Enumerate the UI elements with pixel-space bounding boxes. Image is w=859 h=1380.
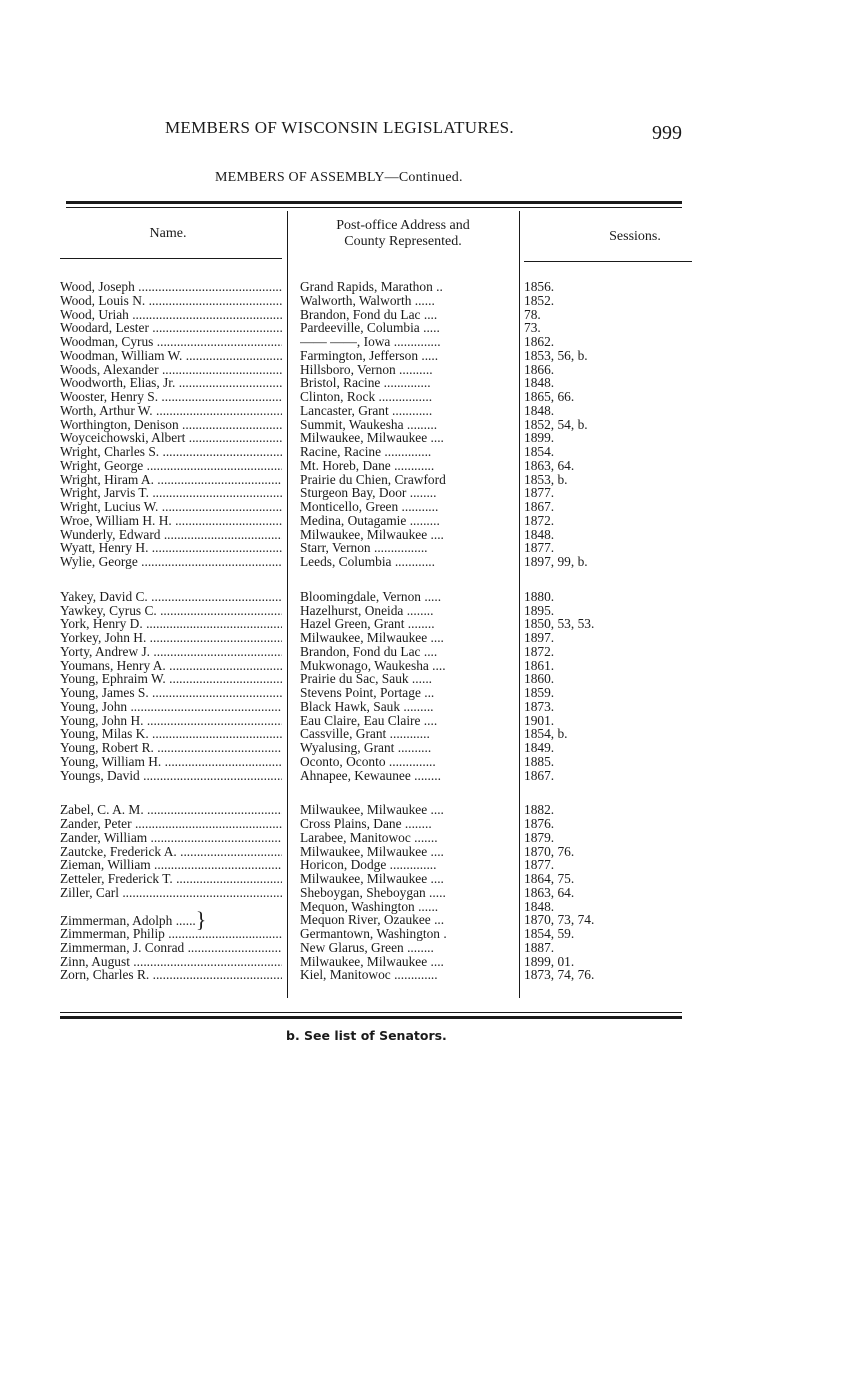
table-row <box>0 349 859 363</box>
member-address: Farmington, Jefferson ..... <box>300 348 439 363</box>
member-address: Milwaukee, Milwaukee .... <box>300 844 444 859</box>
member-name: Wright, Lucius W. ..... <box>60 500 282 514</box>
member-sessions: 1876. <box>524 817 555 831</box>
member-address: Pardeeville, Columbia ..... <box>300 321 440 336</box>
member-name: Woodman, William W. ..... <box>60 349 282 363</box>
member-sessions: 1895. <box>524 603 555 618</box>
member-address: Cassville, Grant ............ <box>300 727 430 742</box>
member-address: Eau Claire, Eau Claire .... <box>300 713 438 728</box>
member-sessions: 1867. <box>524 500 555 514</box>
table-row <box>0 900 859 914</box>
member-address: Milwaukee, Milwaukee .... <box>300 527 444 542</box>
member-sessions: 1870, 73, 74. <box>524 913 595 928</box>
member-name: Wunderly, Edward ..... <box>60 528 282 542</box>
member-address: Mequon River, Ozaukee ... <box>300 913 445 928</box>
table-row <box>0 831 859 845</box>
table-row <box>0 321 859 335</box>
table-row <box>0 872 859 886</box>
member-sessions: 1866. <box>524 362 555 377</box>
section-subtitle: MEMBERS OF ASSEMBLY—Continued. <box>215 170 463 185</box>
member-name: Zander, Peter ..... <box>60 817 282 831</box>
member-name: Zautcke, Frederick A. ..... <box>60 845 282 859</box>
member-sessions: 1899, 01. <box>524 954 575 969</box>
member-address: Sturgeon Bay, Door ........ <box>300 486 437 501</box>
member-sessions: 1897, 99, b. <box>524 555 588 569</box>
member-name: Wylie, George ..... <box>60 555 282 569</box>
member-sessions: 1853, 56, b. <box>524 348 588 363</box>
table-row <box>0 769 859 783</box>
table-row <box>0 555 859 569</box>
member-sessions: 1880. <box>524 589 555 604</box>
member-sessions: 1862. <box>524 335 555 349</box>
member-sessions: 1852, 54, b. <box>524 417 588 432</box>
member-name: Young, Ephraim W. ..... <box>60 672 282 686</box>
member-address: Cross Plains, Dane ........ <box>300 817 432 831</box>
table-row <box>0 514 859 528</box>
member-name: Yorkey, John H. ..... <box>60 631 282 645</box>
table-row <box>0 700 859 714</box>
member-name: Worth, Arthur W. ..... <box>60 404 282 418</box>
table-row <box>0 672 859 686</box>
table-row <box>0 431 859 445</box>
member-sessions: 1877. <box>524 541 555 556</box>
member-name: Zinn, August ..... <box>60 955 282 969</box>
member-name: Zabel, C. A. M. ..... <box>60 803 282 817</box>
member-address: Brandon, Fond du Lac .... <box>300 644 438 659</box>
member-address: Bloomingdale, Vernon ..... <box>300 589 442 604</box>
member-sessions: 78. <box>524 307 541 322</box>
member-address: Brandon, Fond du Lac .... <box>300 307 438 322</box>
brace-glyph: } <box>195 907 207 932</box>
member-sessions: 1860. <box>524 672 555 687</box>
member-address: Black Hawk, Sauk ......... <box>300 699 434 714</box>
member-address: Lancaster, Grant ............ <box>300 403 433 418</box>
member-name: Zimmerman, J. Conrad ..... <box>60 941 282 955</box>
member-name: York, Henry D. ..... <box>60 617 282 631</box>
member-address: Clinton, Rock ................ <box>300 390 433 404</box>
member-address: Milwaukee, Milwaukee .... <box>300 872 444 886</box>
table-row <box>0 617 859 631</box>
member-sessions: 1856. <box>524 280 555 294</box>
table-row <box>0 727 859 741</box>
member-sessions: 1870, 76. <box>524 844 575 859</box>
member-name: Wood, Louis N. ..... <box>60 294 282 308</box>
member-name: Woyceichowski, Albert ..... <box>60 431 282 445</box>
member-name: Young, Robert R. ..... <box>60 741 282 755</box>
member-sessions: 1861. <box>524 658 555 673</box>
column-header-address <box>292 218 514 250</box>
member-name: Zetteler, Frederick T. ..... <box>60 872 282 886</box>
member-name: Youmans, Henry A. ..... <box>60 659 282 673</box>
table-row <box>0 541 859 555</box>
member-address: Larabee, Manitowoc ....... <box>300 830 438 845</box>
table-row <box>0 418 859 432</box>
bottom-rule-thin <box>60 1012 682 1013</box>
member-address: Monticello, Green ........... <box>300 500 439 514</box>
member-name: Young, Milas K. ..... <box>60 727 282 741</box>
table-row <box>0 390 859 404</box>
member-address: Milwaukee, Milwaukee .... <box>300 431 444 446</box>
table-row <box>0 927 859 941</box>
table-row <box>0 335 859 349</box>
member-name: Young, John ..... <box>60 700 282 714</box>
member-name: Young, William H. ..... <box>60 755 282 769</box>
table-row <box>0 968 859 982</box>
member-sessions: 1849. <box>524 741 555 755</box>
member-name: Zander, William ..... <box>60 831 282 845</box>
header-underline-sessions <box>524 261 692 262</box>
member-address: Horicon, Dodge .............. <box>300 858 437 873</box>
member-address: Mt. Horeb, Dane ............ <box>300 458 435 473</box>
member-sessions: 1848. <box>524 376 555 391</box>
member-name: Youngs, David ..... <box>60 769 282 783</box>
member-sessions: 1882. <box>524 803 555 818</box>
member-sessions: 1872. <box>524 513 555 528</box>
member-name: Wood, Joseph ..... <box>60 280 282 294</box>
member-name: Wright, Hiram A. ..... <box>60 473 282 487</box>
member-sessions: 1877. <box>524 858 555 873</box>
member-name: Yawkey, Cyrus C. ..... <box>60 604 282 618</box>
member-address: Prairie du Chien, Crawford <box>300 472 446 487</box>
member-sessions: 1854. <box>524 445 555 459</box>
member-sessions: 1877. <box>524 486 555 501</box>
table-row <box>0 459 859 473</box>
table-row <box>0 858 859 872</box>
member-sessions: 73. <box>524 321 541 336</box>
member-address: Oconto, Oconto .............. <box>300 754 436 769</box>
member-address: Hazelhurst, Oneida ........ <box>300 603 434 618</box>
member-name: Young, John H. ..... <box>60 714 282 728</box>
member-sessions: 1897. <box>524 631 555 645</box>
member-address: Milwaukee, Milwaukee .... <box>300 803 444 818</box>
member-address: Mukwonago, Waukesha .... <box>300 658 446 673</box>
table-row <box>0 604 859 618</box>
member-name: Wyatt, Henry H. ..... <box>60 541 282 555</box>
member-name: Wright, Charles S. ..... <box>60 445 282 459</box>
table-row <box>0 486 859 500</box>
table-row <box>0 941 859 955</box>
member-sessions: 1864, 75. <box>524 872 575 886</box>
table-row <box>0 955 859 969</box>
table-row <box>0 803 859 817</box>
table-row <box>0 500 859 514</box>
member-address: New Glarus, Green ........ <box>300 940 434 955</box>
member-sessions: 1899. <box>524 431 555 446</box>
member-name: Yorty, Andrew J. ..... <box>60 645 282 659</box>
member-address: —— ——, Iowa .............. <box>300 335 441 349</box>
table-row <box>0 528 859 542</box>
member-sessions: 1865, 66. <box>524 390 575 404</box>
table-row <box>0 280 859 294</box>
member-name: Woodard, Lester ..... <box>60 321 282 335</box>
member-address: Mequon, Washington ...... <box>300 899 439 914</box>
running-title: MEMBERS OF WISCONSIN LEGISLATURES. <box>165 118 514 137</box>
braced-member-label: Zimmerman, Adolph <box>60 913 173 928</box>
header-underline-name <box>60 258 282 259</box>
member-address: Hillsboro, Vernon .......... <box>300 362 433 377</box>
member-address: Wyalusing, Grant .......... <box>300 741 432 755</box>
member-name: Woodman, Cyrus ..... <box>60 335 282 349</box>
table-row <box>0 376 859 390</box>
column-header-sessions: Sessions. <box>609 229 661 244</box>
member-name: Zieman, William ..... <box>60 858 282 872</box>
table-row <box>0 445 859 459</box>
member-sessions: 1867. <box>524 768 555 783</box>
bottom-rule-thick <box>60 1016 682 1019</box>
member-name: Yakey, David C. ..... <box>60 590 282 604</box>
table-row <box>0 645 859 659</box>
member-address: Walworth, Walworth ...... <box>300 293 435 308</box>
member-sessions: 1872. <box>524 644 555 659</box>
member-sessions: 1873, 74, 76. <box>524 968 595 983</box>
member-sessions: 1887. <box>524 940 555 955</box>
member-address: Germantown, Washington . <box>300 927 447 941</box>
member-address: Sheboygan, Sheboygan ..... <box>300 885 446 900</box>
table-row <box>0 714 859 728</box>
member-name: Woodworth, Elias, Jr. ..... <box>60 376 282 390</box>
member-sessions: 1850, 53, 53. <box>524 617 595 632</box>
column-header-address-line1: Post-office Address and <box>336 218 470 233</box>
member-name: Wright, George ..... <box>60 459 282 473</box>
table-row <box>0 631 859 645</box>
member-address: Leeds, Columbia ............ <box>300 555 436 569</box>
member-name: Wright, Jarvis T. ..... <box>60 486 282 500</box>
member-sessions: 1863, 64. <box>524 458 575 473</box>
member-address: Ahnapee, Kewaunee ........ <box>300 768 441 783</box>
member-address: Bristol, Racine .............. <box>300 376 431 391</box>
member-sessions: 1879. <box>524 830 555 845</box>
member-address: Hazel Green, Grant ........ <box>300 617 435 632</box>
column-header-address-line2: County Represented. <box>344 234 462 249</box>
table-row <box>0 404 859 418</box>
member-address: Prairie du Sac, Sauk ...... <box>300 672 433 687</box>
column-header-name: Name. <box>149 226 187 241</box>
member-name: Ziller, Carl ..... <box>60 886 282 900</box>
member-address: Racine, Racine .............. <box>300 445 432 459</box>
member-address: Medina, Outagamie ......... <box>300 513 440 528</box>
braced-member-name: Zimmerman, Adolph ......} <box>60 907 207 932</box>
table-row <box>0 845 859 859</box>
member-name: Zorn, Charles R. ..... <box>60 968 282 982</box>
page-number: 999 <box>652 122 682 144</box>
member-name: Worthington, Denison ..... <box>60 418 282 432</box>
member-name: Wroe, William H. H. ..... <box>60 514 282 528</box>
member-sessions: 1852. <box>524 293 555 308</box>
member-name: Woods, Alexander ..... <box>60 363 282 377</box>
member-address: Stevens Point, Portage ... <box>300 686 435 700</box>
table-row <box>0 886 859 900</box>
member-sessions: 1848. <box>524 403 555 418</box>
table-row <box>0 741 859 755</box>
member-sessions: 1859. <box>524 686 555 700</box>
table-row <box>0 473 859 487</box>
member-name: Wooster, Henry S. ..... <box>60 390 282 404</box>
table-row <box>0 590 859 604</box>
member-address: Milwaukee, Milwaukee .... <box>300 631 444 645</box>
member-sessions: 1848. <box>524 899 555 914</box>
member-name: Zimmerman, Philip ..... <box>60 927 282 941</box>
member-sessions: 1873. <box>524 699 555 714</box>
member-sessions: 1848. <box>524 527 555 542</box>
table-row <box>0 294 859 308</box>
top-rule-thick <box>66 201 682 204</box>
member-address: Kiel, Manitowoc ............. <box>300 968 438 983</box>
top-rule-thin <box>66 207 682 208</box>
member-sessions: 1853, b. <box>524 472 568 487</box>
table-row <box>0 817 859 831</box>
member-address: Grand Rapids, Marathon .. <box>300 280 443 294</box>
table-row <box>0 686 859 700</box>
member-sessions: 1885. <box>524 754 555 769</box>
footnote: b. See list of Senators. <box>286 1028 447 1043</box>
table-row <box>0 659 859 673</box>
table-row <box>0 363 859 377</box>
member-address: Summit, Waukesha ......... <box>300 417 438 432</box>
member-sessions: 1854, b. <box>524 727 568 742</box>
table-row <box>0 308 859 322</box>
member-sessions: 1854, 59. <box>524 927 575 941</box>
table-row <box>0 755 859 769</box>
member-name: Wood, Uriah ..... <box>60 308 282 322</box>
member-sessions: 1901. <box>524 713 555 728</box>
member-sessions: 1863, 64. <box>524 885 575 900</box>
member-name: Young, James S. ..... <box>60 686 282 700</box>
member-address: Milwaukee, Milwaukee .... <box>300 954 444 969</box>
member-address: Starr, Vernon ................ <box>300 541 428 556</box>
